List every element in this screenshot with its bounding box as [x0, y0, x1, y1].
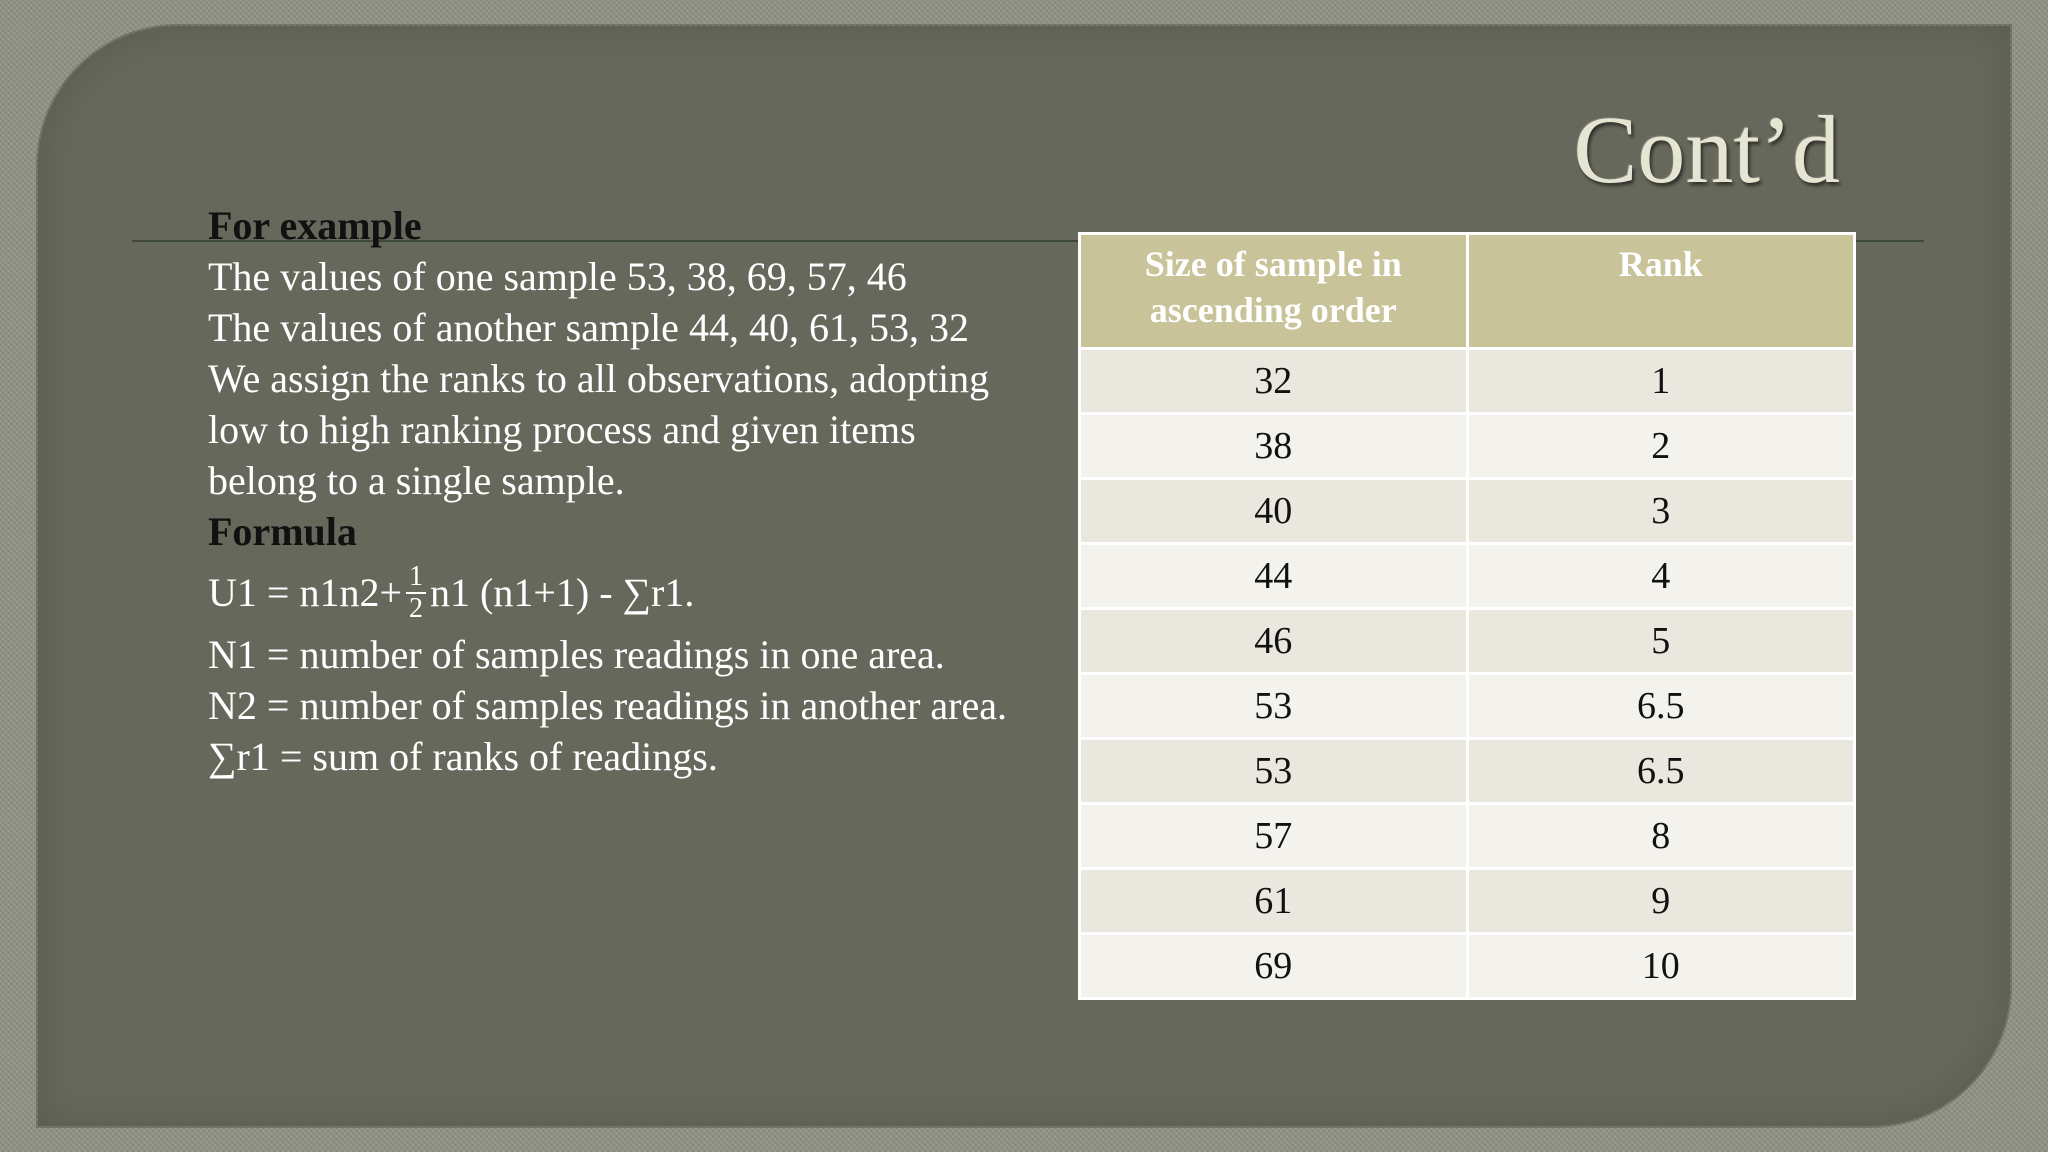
sample-value-cell: 32	[1080, 349, 1468, 414]
rank-cell: 5	[1467, 609, 1855, 674]
fraction-denominator: 2	[409, 592, 424, 624]
formula	[208, 557, 1078, 629]
fraction-numerator: 1	[406, 562, 426, 594]
definition-line: N2 = number of samples readings in another area.	[208, 683, 1007, 728]
table-row	[1080, 479, 1855, 544]
rank-cell: 1	[1467, 349, 1855, 414]
body-line: The values of one sample 53, 38, 69, 57, 46	[208, 254, 907, 299]
table-row	[1080, 609, 1855, 674]
table-row	[1080, 544, 1855, 609]
formula-suffix: n1 (n1+1) - ∑r1.	[430, 570, 695, 615]
table-row	[1080, 739, 1855, 804]
slide-title: Cont’d	[1573, 96, 1840, 203]
example-heading: For example	[208, 203, 422, 248]
table-row	[1080, 934, 1855, 999]
body-text	[208, 200, 1078, 782]
definition-line: N1 = number of samples readings in one area.	[208, 632, 945, 677]
sample-value-cell: 57	[1080, 804, 1468, 869]
rank-cell: 6.5	[1467, 674, 1855, 739]
body-line: low to high ranking process and given items	[208, 407, 916, 452]
body-line: The values of another sample 44, 40, 61, 53, 32	[208, 305, 969, 350]
sample-value-cell: 38	[1080, 414, 1468, 479]
sample-value-cell: 46	[1080, 609, 1468, 674]
formula-heading: Formula	[208, 509, 357, 554]
rank-cell: 4	[1467, 544, 1855, 609]
body-line: belong to a single sample.	[208, 458, 625, 503]
rank-cell: 9	[1467, 869, 1855, 934]
rank-cell: 10	[1467, 934, 1855, 999]
header-sample-size: Size of sample in ascending order	[1080, 234, 1468, 349]
table-row	[1080, 414, 1855, 479]
formula-prefix: U1 = n1n2+	[208, 570, 403, 615]
sample-value-cell: 69	[1080, 934, 1468, 999]
rank-cell: 6.5	[1467, 739, 1855, 804]
rank-table	[1078, 232, 1856, 1000]
sample-value-cell: 61	[1080, 869, 1468, 934]
body-line: We assign the ranks to all observations, adopting	[208, 356, 990, 401]
sample-value-cell: 40	[1080, 479, 1468, 544]
table-row	[1080, 674, 1855, 739]
formula-fraction	[406, 562, 426, 624]
rank-cell: 8	[1467, 804, 1855, 869]
definition-line: ∑r1 = sum of ranks of readings.	[208, 734, 718, 779]
sample-value-cell: 44	[1080, 544, 1468, 609]
rank-cell: 2	[1467, 414, 1855, 479]
rank-table-container	[1078, 232, 1856, 1000]
table-row	[1080, 349, 1855, 414]
table-row	[1080, 804, 1855, 869]
table-row	[1080, 869, 1855, 934]
table-header-row	[1080, 234, 1855, 349]
sample-value-cell: 53	[1080, 674, 1468, 739]
rank-cell: 3	[1467, 479, 1855, 544]
sample-value-cell: 53	[1080, 739, 1468, 804]
header-rank: Rank	[1467, 234, 1855, 349]
